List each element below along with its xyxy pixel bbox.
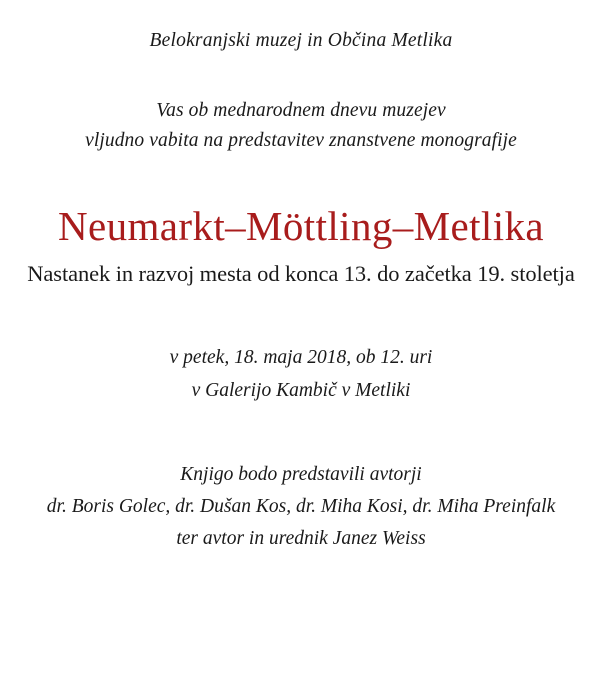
event-details [24, 341, 578, 407]
page-subtitle: Nastanek in razvoj mesta od konca 13. do začetka 19. stoletja [27, 260, 575, 286]
organizers-line: Belokranjski muzej in Občina Metlika [149, 30, 453, 51]
event-venue: v Galerijo Kambič v Metliki [191, 379, 411, 401]
invitation-line-1: Vas ob mednarodnem dnevu muzejev [156, 100, 446, 121]
presenters-authors: dr. Boris Golec, dr. Dušan Kos, dr. Miha Kosi, dr. Miha Preinfalk [46, 495, 556, 517]
presenters-block [24, 459, 578, 556]
invitation-text [24, 96, 578, 156]
invitation-line-2: vljudno vabita na predstavitev znanstvene monografije [85, 130, 517, 152]
page-title: Neumarkt–Möttling–Metlika [58, 203, 544, 250]
title-block [24, 204, 578, 286]
event-datetime: v petek, 18. maja 2018, ob 12. uri [169, 346, 433, 368]
presenters-intro: Knjigo bodo predstavili avtorji [180, 463, 422, 485]
presenters-editor: ter avtor in urednik Janez Weiss [176, 528, 426, 550]
